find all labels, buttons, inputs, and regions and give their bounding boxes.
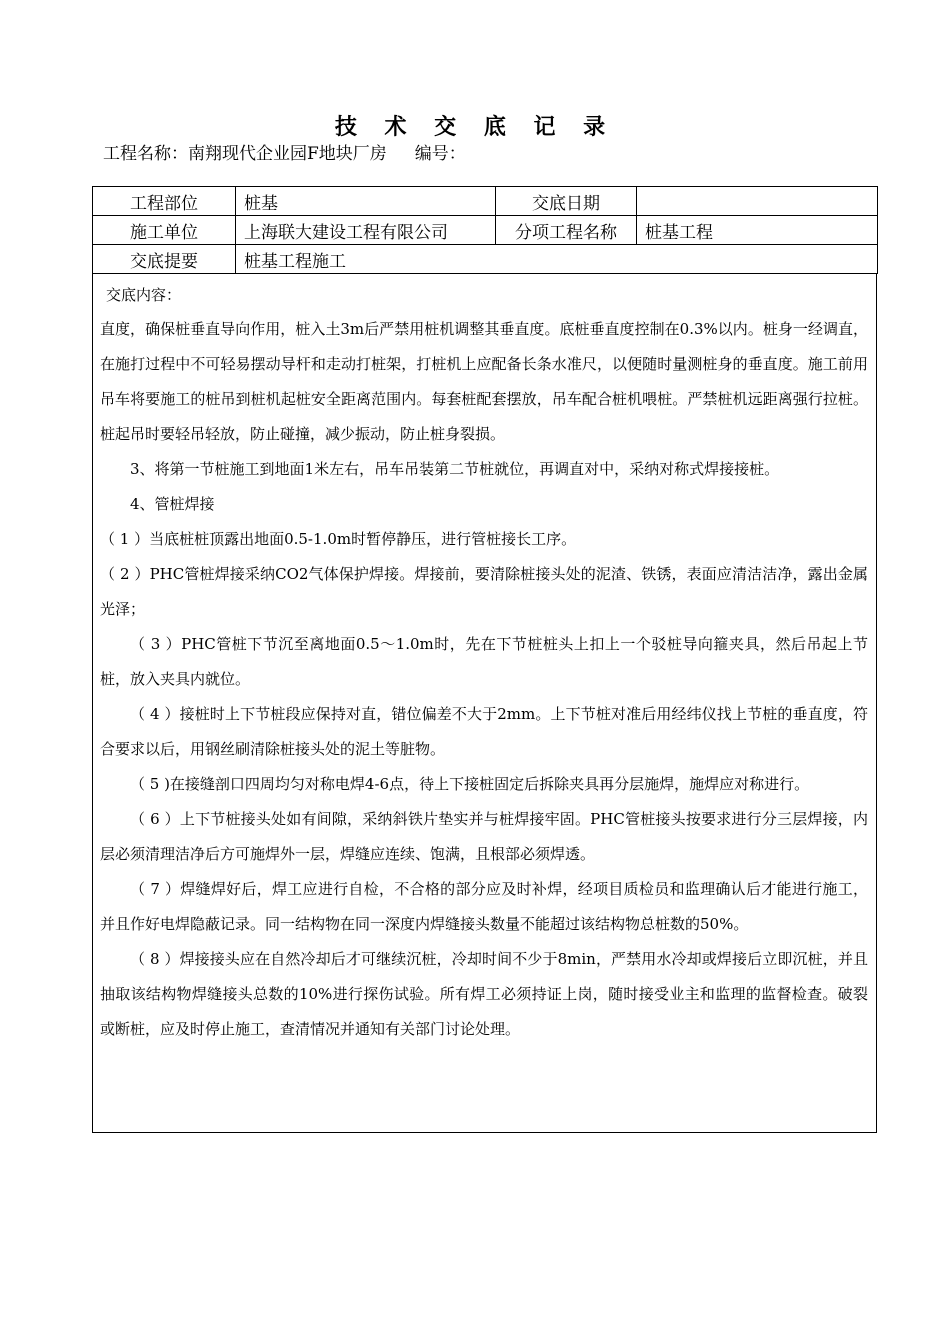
table-row (93, 216, 878, 245)
unit-value: 上海联大建设工程有限公司 (236, 216, 496, 245)
content-paragraph: （ 7 ）焊缝焊好后，焊工应进行自检，不合格的部分应及时补焊，经项目质检员和监理确认后才能进行施工，并且作好电焊隐蔽记录。同一结构物在同一深度内焊缝接头数量不能超过该结构物总桩数的50%。 (100, 880, 868, 933)
part-label: 工程部位 (93, 187, 236, 216)
info-table (92, 186, 878, 274)
table-row (93, 187, 878, 216)
summary-label: 交底提要 (93, 245, 236, 274)
project-line (103, 139, 466, 164)
content-area (100, 282, 868, 1047)
content-paragraph: （ 2 ）PHC管桩焊接采纳CO2气体保护焊接。焊接前，要清除桩接头处的泥渣、铁锈，表面应清洁洁净，露出金属光泽； (100, 565, 868, 618)
summary-value: 桩基工程施工 (236, 245, 878, 274)
content-paragraph: 直度，确保桩垂直导向作用，桩入土3m后严禁用桩机调整其垂直度。底桩垂直度控制在0.3%以内。桩身一经调直，在施打过程中不可轻易摆动导杆和走动打桩架，打桩机上应配备长条水准尺，以便随时量测桩身的垂直度。施工前用吊车将要施工的桩吊到桩机起桩安全距离范围内。每套桩配套摆放，吊车配合桩机喂桩。严禁桩机远距离强行拉桩。桩起吊时要轻吊轻放，防止碰撞，减少振动，防止桩身裂损。 (100, 320, 868, 443)
content-paragraph: （ 6 ）上下节桩接头处如有间隙，采纳斜铁片垫实并与桩焊接牢固。PHC管桩接头按要求进行分三层焊接，内层必须清理洁净后方可施焊外一层，焊缝应连续、饱满，且根部必须焊透。 (100, 810, 868, 863)
content-paragraph: 4、管桩焊接 (130, 495, 215, 513)
subproject-label: 分项工程名称 (496, 216, 637, 245)
part-value: 桩基 (236, 187, 496, 216)
content-paragraph: （ 4 ）接桩时上下节桩段应保持对直，错位偏差不大于2mm。上下节桩对准后用经纬仪找上节桩的垂直度，符合要求以后，用钢丝刷清除桩接头处的泥土等脏物。 (100, 705, 868, 758)
project-number-label: 编号： (414, 144, 466, 164)
content-paragraph: （ 1 ）当底桩桩顶露出地面0.5-1.0m时暂停静压，进行管桩接长工序。 (100, 530, 577, 548)
content-heading: 交底内容： (106, 286, 182, 304)
table-row (93, 245, 878, 274)
document-title: 技 术 交 底 记 录 (334, 115, 616, 140)
subproject-value: 桩基工程 (637, 216, 878, 245)
project-name-label: 工程名称： (103, 144, 188, 164)
unit-label: 施工单位 (93, 216, 236, 245)
content-paragraph: （ 8 ）焊接接头应在自然冷却后才可继续沉桩，冷却时间不少于8min，严禁用水冷却或焊接后立即沉桩，并且抽取该结构物焊缝接头总数的10%进行探伤试验。所有焊工必须持证上岗，随时接受业主和监理的监督检查。破裂或断桩，应及时停止施工，查清情况并通知有关部门讨论处理。 (100, 950, 868, 1038)
project-name-value: 南翔现代企业园F地块厂房 (188, 144, 387, 164)
content-paragraph: 3、将第一节桩施工到地面1米左右，吊车吊装第二节桩就位，再调直对中，采纳对称式焊接接桩。 (130, 460, 780, 478)
date-value (637, 187, 878, 216)
content-paragraph: （ 5 )在接缝剖口四周均匀对称电焊4-6点，待上下接桩固定后拆除夹具再分层施焊，施焊应对称进行。 (130, 775, 810, 793)
content-paragraph: （ 3 ）PHC管桩下节沉至离地面0.5～1.0m时，先在下节桩桩头上扣上一个驳桩导向箍夹具，然后吊起上节桩，放入夹具内就位。 (100, 635, 868, 688)
date-label: 交底日期 (496, 187, 637, 216)
